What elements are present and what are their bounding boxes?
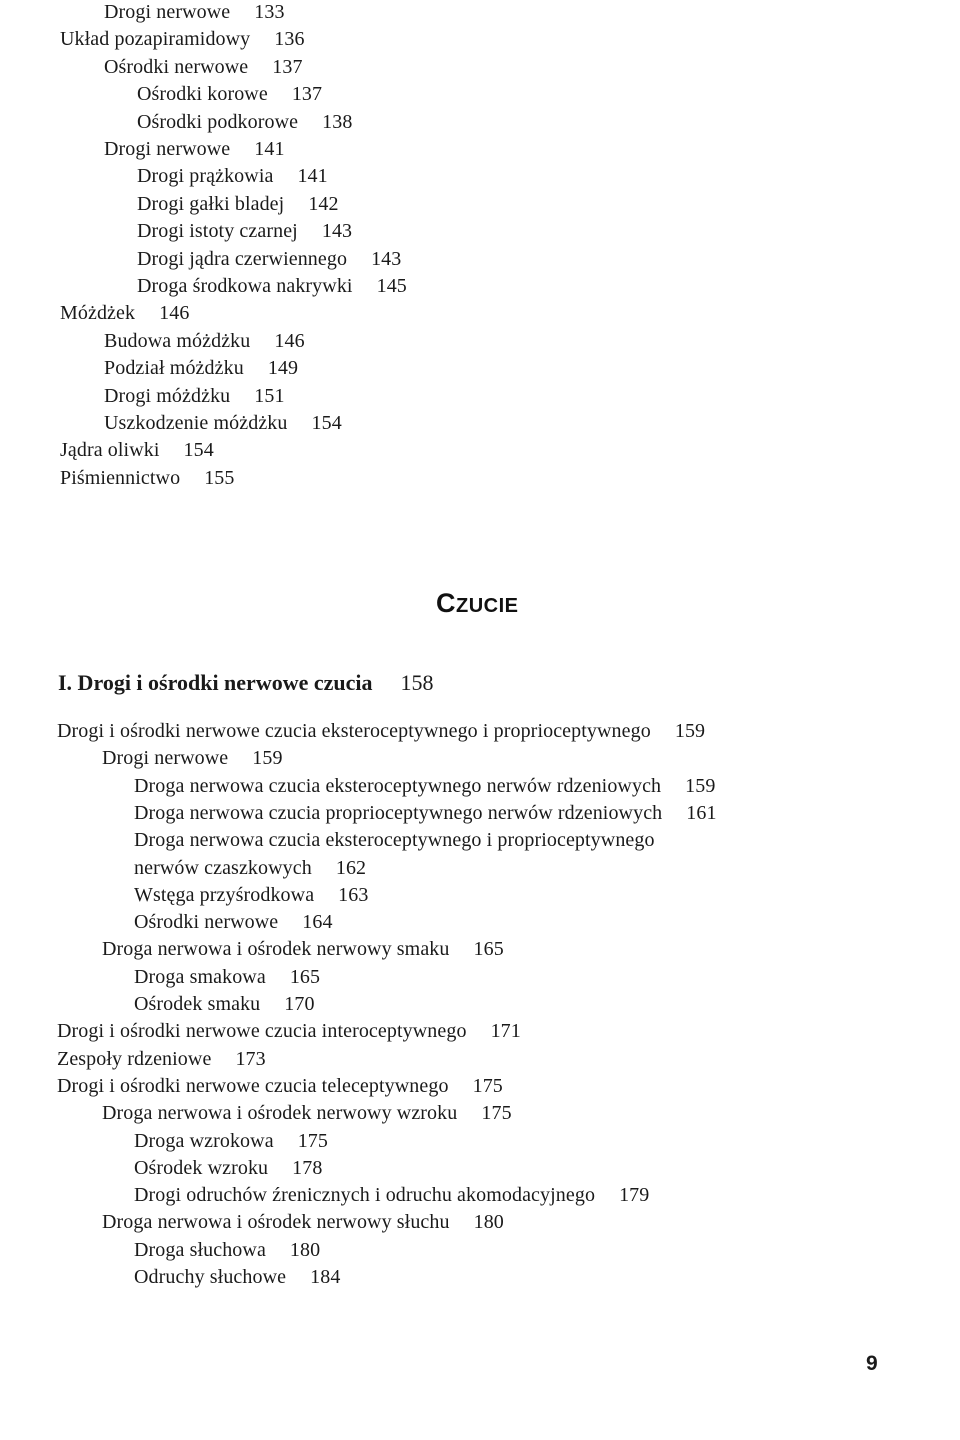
toc-entry-title: Droga nerwowa i ośrodek nerwowy słuchu bbox=[102, 1211, 450, 1234]
toc-entry-page: 175 bbox=[472, 1074, 503, 1097]
toc-entry-title: Odruchy słuchowe bbox=[134, 1266, 287, 1288]
toc-entry-title: Drogi gałki bladej bbox=[137, 192, 285, 215]
toc-entry bbox=[137, 192, 339, 216]
toc-entry bbox=[60, 466, 235, 490]
toc-entry-page: 159 bbox=[252, 747, 283, 770]
toc-entry-page: 180 bbox=[289, 1238, 321, 1261]
toc-entry-title: Droga nerwowa czucia eksteroceptywnego nerwów rdzeniowych bbox=[134, 774, 662, 797]
toc-entry-page: 137 bbox=[272, 55, 303, 78]
toc-entry-page: 184 bbox=[310, 1266, 341, 1288]
toc-entry-page: 137 bbox=[291, 83, 323, 106]
toc-entry bbox=[57, 1019, 521, 1043]
toc-entry-page: 154 bbox=[183, 439, 214, 462]
toc-entry-page: 155 bbox=[204, 466, 235, 489]
toc-entry-title: Drogi i ośrodki nerwowe czucia teleceptywnego bbox=[57, 1074, 449, 1097]
toc-entry-title: Ośrodek smaku bbox=[134, 993, 261, 1015]
toc-entry-title: Wstęga przyśrodkowa bbox=[134, 883, 315, 906]
toc-entry-title: Droga słuchowa bbox=[134, 1238, 266, 1261]
toc-entry-title: Drogi nerwowe bbox=[104, 138, 231, 160]
toc-entry bbox=[137, 164, 328, 188]
toc-entry-page: 154 bbox=[311, 412, 342, 434]
toc-entry-page: 151 bbox=[254, 384, 285, 407]
toc-entry-title: Ośrodki korowe bbox=[137, 83, 268, 106]
toc-entry bbox=[134, 856, 366, 880]
toc-entry-page: 165 bbox=[289, 965, 321, 988]
toc-entry-title: Ośrodek wzroku bbox=[134, 1156, 269, 1179]
toc-entry bbox=[60, 301, 189, 325]
toc-entry-title: Droga nerwowa czucia proprioceptywnego nerwów rdzeniowych bbox=[134, 801, 663, 824]
toc-entry-page: 179 bbox=[619, 1184, 650, 1207]
toc-entry-title: Uszkodzenie móżdżku bbox=[104, 412, 288, 434]
toc-entry-title: Droga nerwowa czucia eksteroceptywnego i proprioceptywnego bbox=[134, 829, 655, 852]
toc-entry bbox=[102, 1101, 512, 1125]
toc-entry-title: Ośrodki podkorowe bbox=[137, 110, 299, 133]
toc-entry bbox=[134, 883, 368, 907]
toc-entry bbox=[104, 329, 305, 353]
toc-entry-page: 146 bbox=[274, 329, 305, 352]
toc-entry bbox=[104, 137, 285, 161]
toc-entry-title: Piśmiennictwo bbox=[60, 466, 181, 489]
toc-entry bbox=[60, 27, 305, 51]
toc-entry bbox=[60, 438, 214, 462]
toc-entry-page: 178 bbox=[292, 1156, 323, 1179]
toc-entry bbox=[137, 219, 352, 243]
toc-entry-title: Drogi i ośrodki nerwowe czucia eksteroceptywnego i proprioceptywnego bbox=[57, 720, 651, 742]
toc-entry bbox=[134, 1265, 340, 1289]
toc-entry-title: Droga nerwowa i ośrodek nerwowy wzroku bbox=[102, 1102, 458, 1125]
toc-entry-page: 145 bbox=[376, 275, 407, 297]
toc-entry-page: 146 bbox=[159, 302, 190, 325]
toc-entry-page: 141 bbox=[297, 165, 328, 188]
toc-entry bbox=[134, 1183, 649, 1207]
toc-entry-page: 175 bbox=[481, 1102, 512, 1125]
toc-entry bbox=[134, 965, 320, 989]
toc-entry-page: 159 bbox=[674, 720, 706, 742]
toc-entry-title: Budowa móżdżku bbox=[104, 329, 251, 352]
toc-entry bbox=[102, 746, 283, 770]
toc-entry-page: 165 bbox=[473, 938, 504, 961]
toc-entry-page: 162 bbox=[335, 856, 367, 879]
toc-entry-title: Móżdżek bbox=[60, 302, 136, 325]
toc-entry bbox=[104, 384, 285, 408]
toc-entry-page: 143 bbox=[371, 247, 402, 270]
toc-entry-title: Droga nerwowa i ośrodek nerwowy smaku bbox=[102, 938, 450, 961]
toc-entry-title: Drogi móżdżku bbox=[104, 384, 231, 407]
toc-entry bbox=[104, 411, 342, 435]
toc-entry-title: Ośrodki nerwowe bbox=[104, 55, 249, 78]
toc-entry bbox=[57, 1047, 266, 1071]
toc-entry-page: 136 bbox=[274, 28, 305, 51]
toc-entry-title: Droga smakowa bbox=[134, 965, 266, 988]
toc-entry-page: 173 bbox=[235, 1047, 266, 1070]
toc-entry-title: Ośrodki nerwowe bbox=[134, 911, 279, 934]
toc-entry-page: 171 bbox=[490, 1020, 521, 1043]
toc-entry bbox=[134, 774, 715, 798]
toc-entry bbox=[102, 1210, 504, 1234]
toc-entry bbox=[134, 801, 717, 825]
chapter-page: 158 bbox=[400, 670, 434, 695]
toc-entry bbox=[104, 55, 303, 79]
toc-entry-title: Drogi istoty czarnej bbox=[137, 220, 298, 243]
page-number: 9 bbox=[866, 1352, 878, 1375]
toc-entry-page: 161 bbox=[686, 801, 717, 824]
toc-entry bbox=[102, 937, 504, 961]
toc-entry-page: 133 bbox=[254, 1, 285, 23]
toc-entry-title: Układ pozapiramidowy bbox=[60, 28, 251, 51]
toc-entry-page: 164 bbox=[302, 911, 333, 934]
toc-entry-page: 170 bbox=[284, 993, 315, 1015]
section-heading-initial: C bbox=[436, 588, 456, 618]
toc-entry bbox=[137, 274, 407, 298]
toc-entry bbox=[104, 0, 285, 24]
toc-entry-title: Drogi i ośrodki nerwowe czucia interoceptywnego bbox=[57, 1020, 467, 1043]
toc-entry-title: Drogi jądra czerwiennego bbox=[137, 247, 348, 270]
toc-entry-page: 141 bbox=[254, 138, 285, 160]
toc-entry bbox=[137, 247, 401, 271]
toc-entry bbox=[57, 719, 705, 743]
toc-entry bbox=[134, 910, 333, 934]
toc-entry-page: 163 bbox=[338, 883, 369, 906]
section-heading bbox=[436, 588, 519, 619]
toc-entry-page: 175 bbox=[297, 1129, 328, 1152]
toc-entry-title: Drogi prążkowia bbox=[137, 165, 274, 188]
toc-entry-title: Drogi odruchów źrenicznych i odruchu akomodacyjnego bbox=[134, 1184, 596, 1207]
toc-entry-page: 138 bbox=[322, 110, 353, 133]
chapter-heading bbox=[58, 670, 434, 696]
toc-entry bbox=[134, 1238, 320, 1262]
toc-entry bbox=[137, 110, 352, 134]
toc-entry-title: Drogi nerwowe bbox=[102, 747, 229, 770]
toc-entry-page: 180 bbox=[473, 1211, 504, 1234]
toc-entry-title: Podział móżdżku bbox=[104, 357, 244, 380]
toc-entry bbox=[134, 992, 315, 1016]
toc-entry-page: 149 bbox=[267, 357, 299, 380]
toc-entry bbox=[57, 1074, 503, 1098]
toc-entry-page: 143 bbox=[321, 220, 353, 243]
toc-entry-title: Droga wzrokowa bbox=[134, 1129, 274, 1152]
toc-entry-title: Drogi nerwowe bbox=[104, 1, 231, 23]
toc-entry-page: 142 bbox=[308, 192, 339, 215]
toc-entry-title: Jądra oliwki bbox=[60, 439, 160, 462]
chapter-title: I. Drogi i ośrodki nerwowe czucia bbox=[58, 670, 373, 695]
toc-entry-title: Zespoły rdzeniowe bbox=[57, 1047, 212, 1070]
toc-entry-page: 159 bbox=[685, 774, 716, 797]
section-heading-rest: ZUCIE bbox=[456, 595, 519, 617]
toc-entry bbox=[134, 1156, 322, 1180]
toc-entry-title: nerwów czaszkowych bbox=[134, 856, 312, 879]
toc-entry-title: Droga środkowa nakrywki bbox=[137, 275, 353, 297]
toc-entry bbox=[134, 828, 655, 852]
toc-entry bbox=[134, 1129, 328, 1153]
toc-entry bbox=[104, 356, 298, 380]
toc-entry bbox=[137, 82, 322, 106]
